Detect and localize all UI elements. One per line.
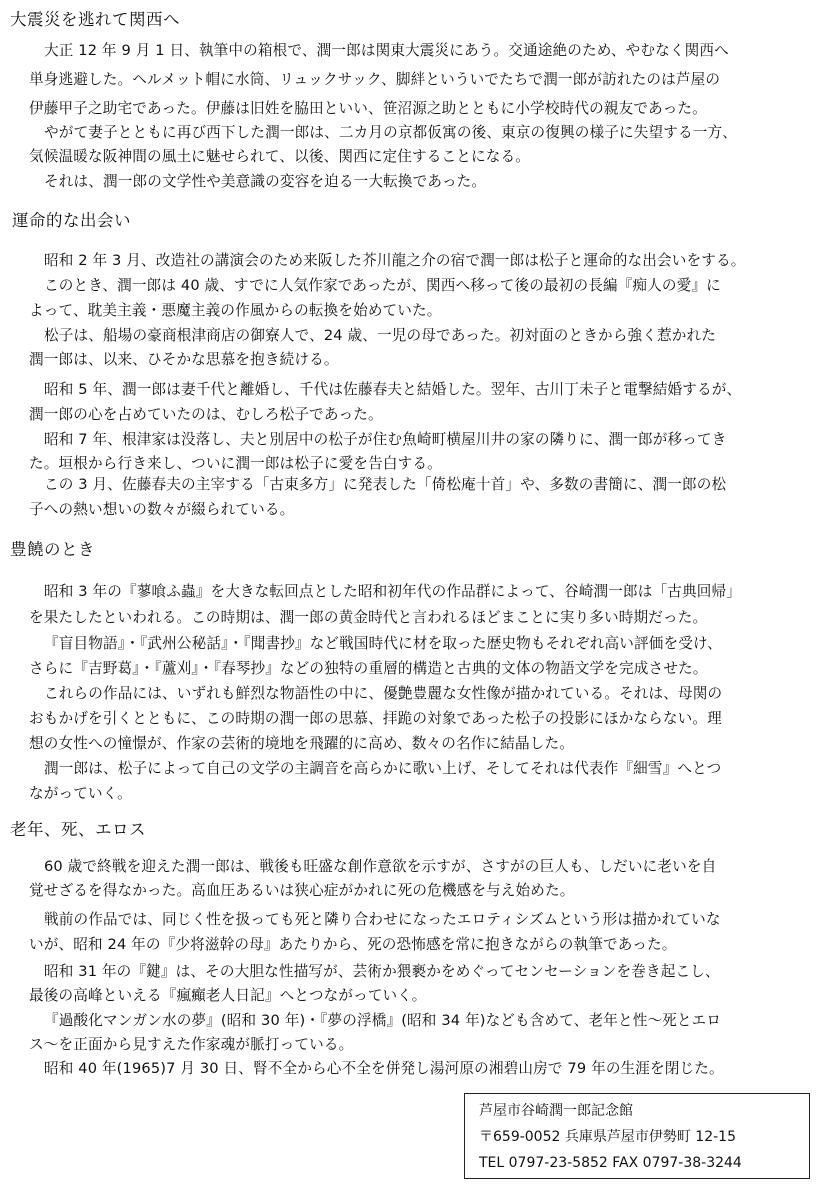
paragraph-line: 昭和 3 年の『蓼喰ふ蟲』を大きな転回点とした昭和初年代の作品群によって、谷崎潤一郎は「古典回帰」	[44, 583, 741, 600]
paragraph-line: 潤一郎の心を占めていたのは、むしろ松子であった。	[29, 406, 383, 423]
section-heading: 豊饒のとき	[10, 540, 95, 559]
paragraph-line: 松子は、船場の豪商根津商店の御寮人で、24 歳、一児の母であった。初対面のときから強く惹かれた	[44, 327, 716, 344]
paragraph-line: 昭和 40 年(1965)7 月 30 日、腎不全から心不全を併発し湯河原の湘碧山房で 79 年の生涯を閉じた。	[44, 1060, 724, 1077]
paragraph-line: このとき、潤一郎は 40 歳、すでに人気作家であったが、関西へ移って後の最初の長編『痴人の愛』に	[44, 277, 721, 294]
paragraph-line: この 3 月、佐藤春夫の主宰する「古東多方」に発表した「倚松庵十首」や、多数の書簡に、潤一郎の松	[44, 476, 727, 493]
museum-name: 芦屋市谷崎潤一郎記念館	[479, 1103, 633, 1119]
paragraph-line: 潤一郎は、松子によって自己の文学の主調音を高らかに歌い上げ、そしてそれは代表作『細雪』へとつ	[44, 760, 722, 777]
paragraph-line: を果たしたといわれる。この時期は、潤一郎の黄金時代と言われるほどまことに実り多い時期だった。	[29, 609, 708, 626]
paragraph-line: 気候温暖な阪神間の風土に魅せられて、以後、関西に定住することになる。	[29, 148, 530, 165]
paragraph-line: これらの作品には、いずれも鮮烈な物語性の中に、優艶豊麗な女性像が描かれている。それは、母関の	[44, 685, 723, 702]
paragraph-line: 想の女性への憧憬が、作家の芸術的境地を飛躍的に高め、数々の名作に結晶した。	[29, 735, 574, 752]
section-heading: 大震災を逃れて関西へ	[10, 10, 180, 29]
paragraph-line: 単身逃避した。ヘルメット帽に水筒、リュックサック、脚絆といういでたちで潤一郎が訪れたのは芦屋の	[29, 71, 721, 88]
paragraph-line: 伊藤甲子之助宅であった。伊藤は旧姓を脇田といい、笹沼源之助とともに小学校時代の親友であった。	[29, 100, 707, 117]
section-heading: 老年、死、エロス	[10, 820, 146, 839]
paragraph-line: 最後の高峰といえる『瘋癲老人日記』へとつながっていく。	[29, 987, 427, 1004]
paragraph-line: おもかげを引くとともに、この時期の潤一郎の思慕、拝跪の対象であった松子の投影にほかならない。理	[29, 710, 722, 727]
paragraph-line: 昭和 2 年 3 月、改造社の講演会のため来阪した芥川龍之介の宿で潤一郎は松子と運命的な出会いをする。	[44, 252, 746, 269]
paragraph-line: 『過酸化マンガン水の夢』(昭和 30 年)・『夢の浮橋』(昭和 34 年)なども含めて、老年と性～死とエロ	[44, 1012, 722, 1029]
paragraph-line: 大正 12 年 9 月 1 日、執筆中の箱根で、潤一郎は関東大震災にあう。交通途絶のため、やむなく関西へ	[44, 42, 729, 59]
paragraph-line: 昭和 5 年、潤一郎は妻千代と離婚し、千代は佐藤春夫と結婚した。翌年、古川丁未子と電撃結婚するが、	[44, 381, 742, 398]
paragraph-line: よって、耽美主義・悪魔主義の作風からの転換を始めていた。	[29, 302, 442, 319]
paragraph-line: 60 歳で終戦を迎えた潤一郎は、戦後も旺盛な創作意欲を示すが、さすがの巨人も、しだいに老いを自	[44, 858, 717, 875]
section-heading: 運命的な出会い	[12, 211, 131, 230]
paragraph-line: いが、昭和 24 年の『少将滋幹の母』あたりから、死の恐怖感を常に抱きながらの執筆であった。	[29, 936, 677, 953]
paragraph-line: 戦前の作品では、同じく性を扱っても死と隣り合わせになったエロティシズムという形は描かれていな	[44, 911, 721, 928]
paragraph-line: 子への熱い想いの数々が綴られている。	[29, 501, 295, 518]
paragraph-line: さらに『吉野葛』・『蘆刈』・『春琴抄』などの独特の重層的構造と古典的文体の物語文学を完成させた。	[29, 660, 708, 677]
paragraph-line: 昭和 31 年の『鍵』は、その大胆な性描写が、芸術か猥褻かをめぐってセンセーションを巻き起こし、	[44, 963, 720, 980]
paragraph-line: やがて妻子とともに再び西下した潤一郎は、二カ月の京都仮寓の後、東京の復興の様子に失望する一方、	[44, 124, 737, 141]
paragraph-line: それは、潤一郎の文学性や美意識の変容を迫る一大転換であった。	[44, 173, 487, 190]
paragraph-line: 潤一郎は、以来、ひそかな思慕を抱き続ける。	[29, 351, 339, 368]
paragraph-line: ながっていく。	[29, 785, 132, 802]
paragraph-line: 『盲目物語』・『武州公秘話』・『聞書抄』など戦国時代に材を取った歴史物もそれぞれ高い評価を受け、	[44, 635, 722, 652]
paragraph-line: 覚せざるを得なかった。高血圧あるいは狭心症がかれに死の危機感を与え始めた。	[29, 882, 575, 899]
paragraph-line: 昭和 7 年、根津家は没落し、夫と別居中の松子が住む魚崎町横屋川井の家の隣りに、潤一郎が移ってき	[44, 431, 727, 448]
postal-address: 〒659-0052 兵庫県芦屋市伊勢町 12-15	[479, 1129, 736, 1145]
paragraph-line: ス～を正面から見すえた作家魂が脈打っている。	[29, 1036, 354, 1053]
paragraph-line: た。垣根から行き来し、ついに潤一郎は松子に愛を告白する。	[29, 455, 442, 472]
phone-fax: TEL 0797-23-5852 FAX 0797-38-3244	[479, 1155, 742, 1171]
museum-address-box	[464, 1093, 810, 1179]
